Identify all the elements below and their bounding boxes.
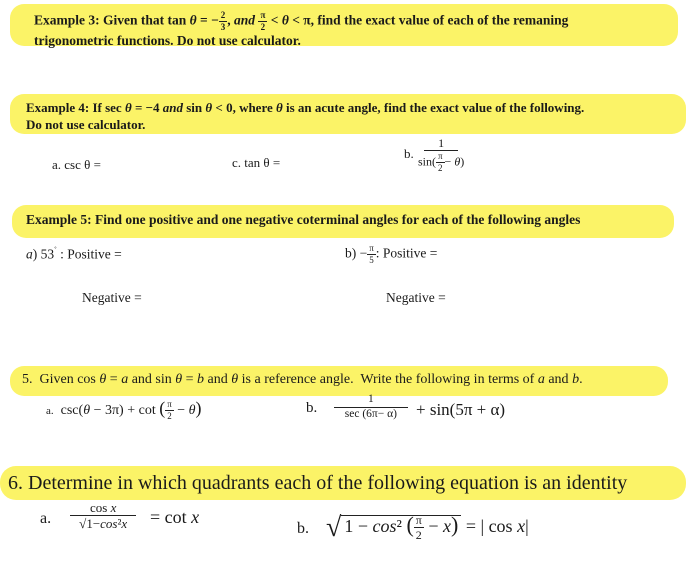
example-5-b-positive: b) − $\frac{\pi}{5}$ : Positive =	[345, 243, 438, 265]
example-5-title: Example 5: Find one positive and one negative coterminal angles for each of the following angles	[26, 212, 581, 227]
question-5-part-b-label: b.	[306, 400, 318, 416]
question-5-part-a: a. csc(θ − 3π) + cot ( $\frac{\pi}{2}$ − θ)	[46, 398, 202, 422]
example-4-line-2: Do not use calculator.	[26, 117, 146, 132]
question-6-part-a-label: a.	[40, 510, 52, 527]
fraction-numerator: cos x	[70, 501, 136, 516]
question-6-part-b-label: b.	[297, 520, 309, 537]
example-3-line-2: trigonometric functions. Do not use calculator.	[34, 33, 301, 48]
example-5-a-positive: a) 53˚ : Positive =	[26, 246, 122, 262]
question-6-part-a-fraction	[70, 501, 136, 530]
fraction-denominator: sin( $\frac{\pi}{2}$ − θ)	[418, 151, 465, 173]
fraction-denominator: √1−cos²x	[79, 516, 128, 531]
question-6-part-a-rest: = cot x	[150, 507, 200, 527]
example-4-line-1: Example 4: If sec θ = −4 and sin θ < 0, where θ is an acute angle, find the exact value of the following.	[26, 100, 585, 115]
example-5-b-negative: Negative =	[386, 290, 446, 305]
example-4-part-b-fraction	[418, 137, 464, 173]
fraction-denominator: sec (6π− α)	[344, 407, 397, 420]
fraction-numerator: 1	[424, 137, 458, 151]
question-5-title: 5. Given cos θ = a and sin θ = b and θ is a reference angle. Write the following in terms of a and b.	[22, 372, 583, 387]
question-5-part-b-rest: + sin(5π + α)	[416, 400, 506, 419]
fraction-numerator: 1	[334, 394, 408, 408]
example-3-line-1: Example 3: Given that tan θ = − $\frac{2}{3}$ , and $\frac{\pi}{2}$ < θ < π, find the exact value of each of the remaning	[34, 10, 569, 32]
example-4-part-c: c. tan θ =	[232, 155, 281, 170]
example-4-part-b-label: b.	[404, 146, 414, 161]
question-6-part-b-expr: √ 1 − cos² ( $\frac{\pi}{2}$ − x) = | cos x|	[326, 512, 529, 543]
question-5-part-b-fraction	[334, 394, 408, 420]
question-6-title: 6. Determine in which quadrants each of the following equation is an identity	[8, 472, 628, 494]
example-5-a-negative: Negative =	[82, 290, 142, 305]
example-4-part-a: a. csc θ =	[52, 157, 101, 172]
